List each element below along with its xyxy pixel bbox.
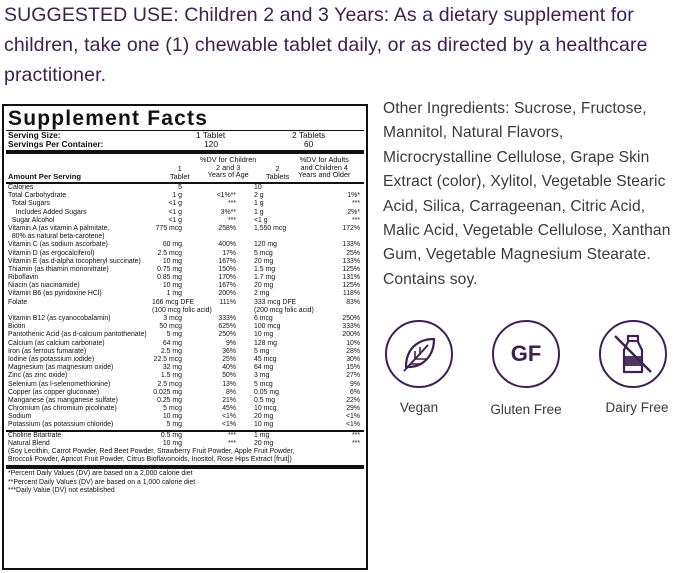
nutrient-row — [4, 200, 366, 208]
dv-children: 400% — [218, 241, 236, 249]
amount-2-tablets: 2 g — [254, 192, 264, 200]
amount-2-tablets: 10 mg — [254, 421, 274, 429]
nutrient-row — [4, 233, 366, 241]
amount-2-tablets: 3 mg — [254, 372, 270, 380]
dv-children: 40% — [222, 364, 236, 372]
nutrient-name: Sugar Alcohol — [8, 216, 55, 224]
dv-adults: 125% — [342, 282, 360, 290]
dv-children: 21% — [222, 396, 236, 404]
nutrient-name: Vitamin D (as ergocalciferol) — [8, 249, 95, 257]
dv-adults: *** — [351, 439, 360, 447]
gluten-free-badge — [492, 320, 560, 388]
amount-1-tablet: 775 mcg — [155, 224, 182, 232]
footnote: **Percent Daily Values (DV) are based on a 1,000 calorie diet — [8, 478, 196, 486]
dv-children: 45% — [222, 405, 236, 413]
nutrient-name: Magnesium (as magnesium oxide) — [8, 364, 114, 372]
amount-2-tablets: 2 mg — [254, 290, 270, 298]
amount-2-tablets: 45 mcg — [254, 355, 277, 363]
dv-adults: *** — [351, 431, 360, 439]
dv-adults: 15% — [346, 364, 360, 372]
col-header-dv-children: %DV for Children 2 and 3 Years of Age — [200, 155, 257, 180]
nutrient-name: Sodium — [8, 413, 32, 421]
amount-1-tablet: 0.025 mg — [153, 388, 182, 396]
supplement-facts-title: Supplement Facts — [8, 107, 209, 130]
nutrient-name: Pantothenic Acid (as d-calcium pantothenate) — [8, 331, 147, 339]
dv-children: 8% — [226, 388, 236, 396]
nutrient-row — [4, 299, 366, 307]
col-header-1-tablet: 1 Tablet — [170, 164, 190, 181]
dv-children: 13% — [222, 380, 236, 388]
amount-2-tablets: 5 mcg — [254, 249, 273, 257]
amount-2-tablets: 10 mg — [254, 331, 274, 339]
blend-note-line: Broccoli Powder, Apricot Fruit Powder, Citrus Bioflavonoids, Inositol, Rose Hips Extract [fruit]) — [8, 456, 292, 464]
other-ingredients-text: Other Ingredients: Sucrose, Fructose, Mannitol, Natural Flavors, Microcrystalline Cellulose, Grape Skin Extract (color), Xylitol, Vegetable Stearic Acid, Silica, Carrageenan, Citric Acid, Malic Acid, Vegetable Cellulose, Xanthan Gum, Vegetable Magnesium Stearate. Contains soy. — [383, 100, 671, 288]
amount-1-tablet: 10 mg — [162, 413, 182, 421]
amount-1-tablet: 10 mg — [162, 257, 182, 265]
nutrient-name: Iodine (as potassium iodide) — [8, 355, 95, 363]
dv-adults: 83% — [346, 298, 360, 306]
amount-2-tablets: 20 mg — [254, 413, 274, 421]
dv-children: <1%** — [216, 192, 236, 200]
amount-2-tablets: 10 — [254, 184, 262, 191]
nutrient-row — [4, 250, 366, 258]
amount-1-tablet: 50 mcg — [159, 323, 182, 331]
amount-2-tablets: 5 mg — [254, 347, 270, 355]
dv-children: *** — [227, 431, 236, 439]
dv-adults: 118% — [342, 290, 360, 298]
nutrient-name: Selenium (as l-selenomethionine) — [8, 380, 111, 388]
nutrient-row — [4, 307, 366, 315]
blend-note — [4, 448, 366, 464]
servings-col1: 120 — [204, 139, 218, 149]
nutrient-row — [4, 421, 366, 429]
amount-2-tablets: 128 mg — [254, 339, 277, 347]
nutrient-row — [4, 184, 366, 192]
amount-2-tablets: 20 mg — [254, 257, 274, 265]
dv-adults: 6% — [350, 388, 360, 396]
amount-2-tablets: 1.5 mg — [254, 265, 276, 273]
amount-1-tablet: 60 mg — [162, 241, 182, 249]
amount-1-tablet: 1.5 mg — [160, 372, 182, 380]
amount-2-tablets: 0.05 mg — [254, 388, 279, 396]
nutrient-name: Vitamin E (as d-alpha tocopheryl succinate) — [8, 257, 141, 265]
nutrient-name: Zinc (as zinc oxide) — [8, 372, 68, 380]
amount-1-tablet: 2.5 mcg — [157, 380, 182, 388]
amount-2-tablets: 1.7 mg — [254, 274, 276, 282]
amount-1-tablet: 5 — [178, 184, 182, 191]
nutrient-rows-other — [4, 432, 366, 448]
dv-adults: 172% — [342, 224, 360, 232]
amount-1-tablet: 2.5 mcg — [157, 249, 182, 257]
dv-adults: 10% — [346, 339, 360, 347]
amount-1-tablet: 0.85 mg — [157, 274, 182, 282]
amount-1-tablet: <1 g — [168, 216, 182, 224]
amount-2-tablets: 120 mg — [254, 241, 277, 249]
dv-children: *** — [227, 439, 236, 447]
no-milk-bottle-icon — [605, 326, 661, 382]
amount-2-tablets: 20 mg — [254, 282, 274, 290]
supplement-facts-panel — [2, 104, 368, 570]
nutrient-row — [4, 340, 366, 348]
dv-children: <1% — [222, 413, 236, 421]
amount-2-tablets: 1 g — [254, 200, 264, 208]
dv-children: 333% — [218, 315, 236, 322]
amount-2-tablets: 0.5 mg — [254, 396, 276, 404]
leaf-icon — [398, 333, 440, 375]
nutrient-name: Choline Bitartrate — [8, 431, 62, 439]
amount-2-tablets: 333 mcg DFE — [254, 298, 297, 306]
nutrient-row — [4, 440, 366, 448]
dv-children: 9% — [226, 339, 236, 347]
nutrient-name: Total Carbohydrate — [8, 192, 67, 200]
nutrient-name: Thiamin (as thiamin mononitrate) — [8, 265, 109, 273]
serving-size-col1: 1 Tablet — [196, 130, 226, 140]
amount-1-tablet: 0.5 mg — [160, 431, 182, 439]
dv-adults: 200% — [342, 331, 360, 339]
gluten-free-icon: GF — [510, 341, 542, 366]
amount-1-tablet: <1 g — [168, 208, 182, 216]
dv-children: 258% — [218, 224, 236, 232]
amount-2-tablets: 1,550 mcg — [254, 224, 287, 232]
dv-children: 3%** — [220, 208, 236, 216]
nutrient-name: Potassium (as potassium chloride) — [8, 421, 114, 429]
dv-children: 17% — [222, 249, 236, 257]
servings-label: Servings Per Container: — [8, 139, 104, 149]
amount-2-tablets: 64 mg — [254, 364, 274, 372]
dv-children: 200% — [218, 290, 236, 298]
amount-2-tablets: <1 g — [254, 216, 268, 224]
vegan-badge — [385, 320, 453, 388]
dv-adults: 29% — [346, 405, 360, 413]
dv-adults: 9% — [350, 380, 360, 388]
nutrient-name: Includes Added Sugars — [8, 208, 87, 216]
dv-adults: <1% — [346, 421, 360, 429]
dv-children: 36% — [222, 347, 236, 355]
nutrient-name: Vitamin B12 (as cyanocobalamin) — [8, 315, 111, 322]
amount-1-tablet: 2.5 mg — [160, 347, 182, 355]
amount-2-tablets: 1 mg — [254, 431, 270, 439]
dv-children: 170% — [218, 274, 236, 282]
nutrient-name: Vitamin B6 (as pyridoxine HCl) — [8, 290, 102, 298]
amount-1-tablet: 1 mg — [166, 290, 182, 298]
nutrient-row — [4, 282, 366, 290]
nutrient-row — [4, 209, 366, 217]
nutrient-name: Calories — [8, 184, 34, 191]
vegan-label: Vegan — [399, 400, 439, 415]
dv-adults: *** — [351, 216, 360, 224]
dv-children: 25% — [222, 355, 236, 363]
nutrient-row — [4, 315, 366, 323]
nutrient-row — [4, 389, 366, 397]
nutrient-row — [4, 405, 366, 413]
nutrient-row — [4, 413, 366, 421]
serving-size-label: Serving Size: — [8, 130, 61, 140]
nutrient-row — [4, 397, 366, 405]
dv-adults: 28% — [346, 347, 360, 355]
serving-size-col2: 2 Tablets — [292, 130, 326, 140]
dairy-free-label: Dairy Free — [605, 400, 669, 415]
column-header — [4, 154, 366, 182]
footnote: *Percent Daily Values (DV) are based on a 2,000 calorie diet — [8, 470, 193, 478]
amount-2-tablets: 20 mg — [254, 439, 274, 447]
dv-children: 150% — [218, 265, 236, 273]
nutrient-name: Chromium (as chromium picolinate) — [8, 405, 117, 413]
nutrient-name: 80% as natural beta-carotene) — [8, 233, 105, 241]
nutrient-name: Natural Blend — [8, 439, 50, 447]
amount-1-tablet: 22.5 mcg — [153, 355, 182, 363]
nutrient-row — [4, 372, 366, 380]
dv-adults: *** — [351, 200, 360, 208]
nutrient-row — [4, 217, 366, 225]
dv-adults: 133% — [342, 257, 360, 265]
amount-2-tablets: 5 mcg — [254, 380, 273, 388]
nutrient-name: Biotin — [8, 323, 26, 331]
blend-note-line: (Soy Lecithin, Carrot Powder, Red Beet Powder, Strawberry Fruit Powder, Apple Fruit Powder, — [8, 448, 295, 455]
amount-1-tablet: 1 g — [172, 192, 182, 200]
dv-adults: 1%* — [347, 192, 360, 200]
nutrient-name: Iron (as ferrous fumarate) — [8, 347, 87, 355]
nutrient-row — [4, 348, 366, 356]
dv-children: 167% — [218, 257, 236, 265]
dv-adults: 30% — [346, 355, 360, 363]
gluten-free-label: Gluten Free — [490, 402, 562, 417]
nutrient-name: Calcium (as calcium carbonate) — [8, 339, 105, 347]
amount-1-tablet: <1 g — [168, 200, 182, 208]
suggested-use-text: SUGGESTED USE: Children 2 and 3 Years: As a dietary supplement for children, take one (1) chewable tablet daily, or as directed by a healthcare practitioner. — [4, 4, 648, 86]
nutrient-row — [4, 381, 366, 389]
nutrient-row — [4, 432, 366, 440]
dv-children: *** — [227, 200, 236, 208]
amount-2-tablets: 10 mcg — [254, 405, 277, 413]
dv-adults: 333% — [342, 323, 360, 331]
amount-2-tablets: (200 mcg folic acid) — [254, 306, 314, 314]
amount-1-tablet: 0.75 mg — [157, 265, 182, 273]
amount-per-serving-label: Amount Per Serving — [8, 172, 81, 181]
servings-per-container-row — [4, 140, 366, 149]
dv-children: <1% — [222, 421, 236, 429]
dv-adults: <1% — [346, 413, 360, 421]
nutrient-name: Manganese (as manganese sulfate) — [8, 396, 118, 404]
footnote: ***Daily Value (DV) not established — [8, 486, 115, 494]
nutrient-row — [4, 290, 366, 298]
amount-1-tablet: 5 mcg — [163, 405, 182, 413]
amount-1-tablet: 3 mcg — [163, 315, 182, 322]
amount-2-tablets: 1 g — [254, 208, 264, 216]
dv-children: *** — [227, 216, 236, 224]
col-header-2-tablets: 2 Tablets — [266, 164, 290, 181]
nutrient-row — [4, 331, 366, 339]
amount-1-tablet: 10 mg — [162, 439, 182, 447]
nutrient-row — [4, 323, 366, 331]
dv-adults: 125% — [342, 265, 360, 273]
nutrient-name: Riboflavin — [8, 274, 39, 282]
dv-children: 625% — [218, 323, 236, 331]
nutrient-row — [4, 364, 366, 372]
nutrient-name: Vitamin C (as sodium ascorbate) — [8, 241, 108, 249]
amount-1-tablet: 5 mg — [166, 331, 182, 339]
amount-1-tablet: (100 mcg folic acid) — [152, 306, 212, 314]
nutrient-name: Total Sugars — [8, 200, 51, 208]
amount-1-tablet: 10 mg — [162, 282, 182, 290]
dv-adults: 25% — [346, 249, 360, 257]
nutrient-row — [4, 266, 366, 274]
dv-children: 250% — [218, 331, 236, 339]
nutrient-row — [4, 241, 366, 249]
amount-2-tablets: 100 mcg — [254, 323, 281, 331]
amount-1-tablet: 32 mg — [162, 364, 182, 372]
nutrient-row — [4, 192, 366, 200]
amount-1-tablet: 166 mcg DFE — [152, 298, 195, 306]
nutrient-row — [4, 258, 366, 266]
nutrient-name: Vitamin A (as vitamin A palmitate, — [8, 224, 110, 232]
dairy-free-badge — [599, 320, 667, 388]
nutrient-name: Folate — [8, 298, 28, 306]
col-header-dv-adults: %DV for Adults and Children 4 Years and Older — [298, 155, 351, 180]
amount-1-tablet: 64 mg — [162, 339, 182, 347]
dv-adults: 133% — [342, 241, 360, 249]
dv-adults: 2%* — [347, 208, 360, 216]
amount-2-tablets: 6 mcg — [254, 315, 273, 322]
servings-col2: 60 — [304, 139, 314, 149]
dv-children: 50% — [222, 372, 236, 380]
dv-adults: 250% — [342, 315, 360, 322]
dv-adults: 131% — [342, 274, 360, 282]
dv-children: 167% — [218, 282, 236, 290]
nutrient-row — [4, 274, 366, 282]
footnotes — [4, 469, 366, 495]
nutrient-row — [4, 356, 366, 364]
amount-1-tablet: 0.25 mg — [157, 396, 182, 404]
dv-children: 111% — [219, 298, 236, 306]
nutrient-row — [4, 225, 366, 233]
nutrient-name: Niacin (as niacinamide) — [8, 282, 80, 290]
amount-1-tablet: 5 mg — [166, 421, 182, 429]
dv-adults: 27% — [346, 372, 360, 380]
nutrient-name: Copper (as copper gluconate) — [8, 388, 100, 396]
nutrient-rows — [4, 184, 366, 430]
dv-adults: 22% — [346, 396, 360, 404]
